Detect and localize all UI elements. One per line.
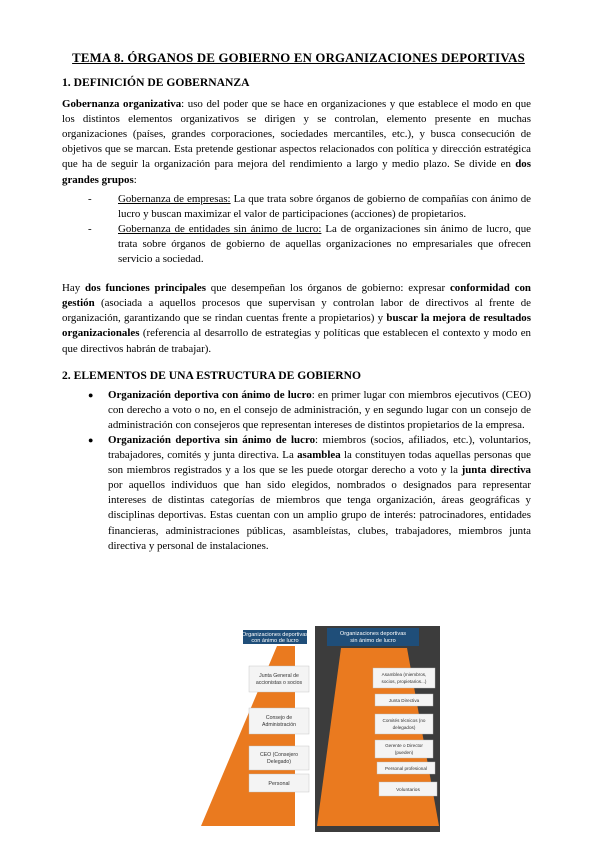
- svg-text:Personal profesional: Personal profesional: [385, 766, 427, 771]
- document-title: TEMA 8. ÓRGANOS DE GOBIERNO EN ORGANIZACIONES DEPORTIVAS: [72, 51, 525, 65]
- level-box: [373, 668, 435, 688]
- svg-text:delegados): delegados): [392, 725, 416, 730]
- list-item: ● Organización deportiva con ánimo de lucro: en primer lugar con miembros ejecutivos (CEO) con derecho a voto o no, en el consejo de administración, y en segundo lugar con un consejo de administración con consejeros que representan intereses de distintos propietarios de la empresa.: [88, 388, 531, 431]
- svg-text:Consejo de: Consejo de: [265, 715, 293, 721]
- svg-text:Organizaciones deportivas: Organizaciones deportivas: [241, 632, 309, 638]
- governance-groups-list: [62, 192, 531, 267]
- svg-text:Organizaciones deportivas: Organizaciones deportivas: [339, 631, 407, 637]
- svg-text:Personal: Personal: [268, 781, 290, 787]
- for-profit-pyramid: [201, 630, 309, 826]
- svg-text:socios, propietarios...): socios, propietarios...): [381, 679, 427, 684]
- svg-text:con ánimo de lucro: con ánimo de lucro: [251, 638, 299, 644]
- svg-text:Junta Directiva: Junta Directiva: [388, 698, 420, 703]
- governance-definition: Gobernanza organizativa: uso del poder que se hace en organizaciones y que establece el modo en que los distintos elementos organizativos se dirigen y se controlan, elemento presente en muchas organizaciones (países, grandes corporaciones, sociedades mercantiles, etc.), y busca consecución de objetivos que se marcan. Esta pretende gestionar aspectos relacionados con política y dirección estratégica que ha de seguir la organización para mejora del rendimiento a largo y medio plazo. Se divide en dos grandes grupos:: [62, 98, 531, 186]
- svg-text:Voluntarios: Voluntarios: [396, 788, 420, 793]
- level-box: [375, 714, 433, 734]
- svg-text:Gerente o Director: Gerente o Director: [385, 743, 423, 748]
- list-item: ● Organización deportiva sin ánimo de lucro: miembros (socios, afiliados, etc.), voluntarios, trabajadores, comités y junta directiva. La asamblea la constituyen todas aquellas personas que son miembros registrados y a los que se les puede otorgar derecho a voto y la junta directiva por aquellos individuos que han sido elegidos, nombrados o designados para representar intereses de distintas categorías de miembros que tenga organización, áreas geográficas y disciplinas deportivas. Estas cuentan con un amplio grupo de interés: patrocinadores, entidades financieras, administraciones públicas, asambleístas, clubes, trabajadores, miembros junta directiva y personal de instalaciones.: [88, 433, 531, 552]
- functions-paragraph: Hay dos funciones principales que desempeñan los órganos de gobierno: expresar conformidad con gestión (asociada a aquellos procesos que supervisan y controlan labor de directivos al frente de organización, garantizando que se rindan cuentas frente a propietarios) y buscar la mejora de resultados organizacionales (referencia al desarrollo de estrategias y políticas que establecen el contexto y modo en que directivos habrán de trabajar).: [62, 282, 531, 355]
- svg-text:Administración: Administración: [261, 722, 297, 728]
- section1-heading: 1. DEFINICIÓN DE GOBERNANZA: [62, 76, 250, 89]
- list-item: - Gobernanza de empresas: La que trata sobre órganos de gobierno de compañías con ánimo de lucro y buscan maximizar el valor de participaciones (acciones) de propietarios.: [88, 192, 531, 220]
- svg-text:Asamblea (miembros,: Asamblea (miembros,: [381, 672, 427, 677]
- svg-text:Delegado): Delegado): [267, 759, 291, 765]
- level-box: [249, 708, 309, 734]
- structure-elements-list: [62, 388, 531, 554]
- svg-text:Comités técnicos (no: Comités técnicos (no: [382, 718, 426, 723]
- svg-text:(pueden): (pueden): [394, 750, 414, 755]
- svg-text:accionistas o socios: accionistas o socios: [255, 680, 303, 686]
- list-item: - Gobernanza de entidades sin ánimo de lucro: La de organizaciones sin ánimo de lucro, que trata sobre órganos de gobierno de aquellas organizaciones no empresariales que ofrecen servicio a sociedad.: [88, 222, 531, 266]
- level-box: [249, 666, 309, 692]
- level-box: [249, 746, 309, 770]
- non-profit-pyramid: [315, 626, 440, 832]
- svg-text:Junta General de: Junta General de: [259, 673, 299, 679]
- governance-term: Gobernanza organizativa: [62, 98, 182, 111]
- governance-pyramids-diagram: [195, 624, 446, 832]
- svg-text:CEO (Consejero: CEO (Consejero: [259, 752, 299, 758]
- section2-heading: 2. ELEMENTOS DE UNA ESTRUCTURA DE GOBIERNO: [62, 368, 362, 382]
- svg-text:sin ánimo de lucro: sin ánimo de lucro: [350, 638, 396, 644]
